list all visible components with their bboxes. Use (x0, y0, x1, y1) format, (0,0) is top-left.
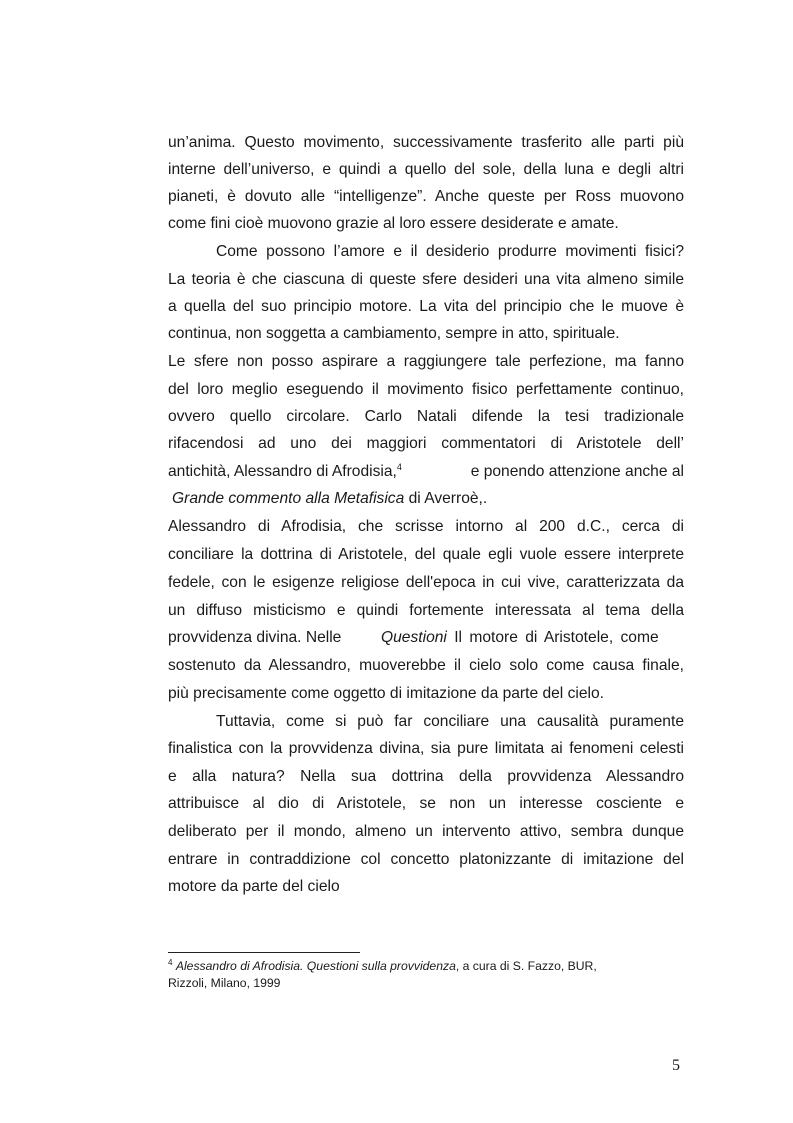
text-line: fedele, con le esigenze religiose dell'epoca in cui vive, caratterizzata da (168, 574, 684, 591)
italic-title: Grande commento alla Metafisica (172, 490, 405, 507)
text-line: La teoria è che ciascuna di queste sfere desideri una vita almeno simile (168, 271, 684, 288)
text-line: come fini cioè muovono grazie al loro essere desiderate e amate. (168, 215, 619, 232)
text-line: un’anima. Questo movimento, successivamente trasferito alle parti più (168, 134, 684, 151)
text-line: Alessandro di Afrodisia, che scrisse intorno al 200 d.C., cerca di (168, 518, 684, 535)
text-line: più precisamente come oggetto di imitazione da parte del cielo. (168, 685, 605, 702)
footnote-title: Alessandro di Afrodisia. Questioni sulla provvidenza (175, 959, 456, 973)
text-fragment: di Averroè,. (404, 490, 488, 507)
text-line (172, 489, 688, 509)
text-line: Le sfere non posso aspirare a raggiungere tale perfezione, ma fanno (168, 353, 684, 370)
text-fragment: provvidenza divina. Nelle (168, 629, 342, 646)
text-line-indented: Tuttavia, come si può far conciliare una causalità puramente (216, 713, 684, 730)
text-fragment: antichità, Alessandro di Afrodisia, (168, 463, 397, 480)
text-line: un diffuso misticismo e quindi fortemente interessata al tema della (168, 602, 684, 619)
text-fragment: Il motore di Aristotele, come (446, 629, 659, 646)
text-line: a quella del suo principio motore. La vita del principio che le muove è (168, 298, 684, 315)
text-line: attribuisce al dio di Aristotele, se non un interesse cosciente e (168, 795, 684, 812)
page-number: 5 (672, 1057, 680, 1074)
text-line: finalistica con la provvidenza divina, sia pure limitata ai fenomeni celesti (168, 740, 684, 757)
text-line: deliberato per il mondo, almeno un intervento attivo, sembra dunque (168, 823, 684, 840)
text-line: motore da parte del cielo (168, 878, 340, 895)
text-line: entrare in contraddizione col concetto platonizzante di imitazione del (168, 851, 684, 868)
text-line: rifacendosi ad uno dei maggiori commentatori di Aristotele dell’ (168, 435, 684, 452)
text-line: interne dell’universo, e quindi a quello del sole, della luna e degli altri (168, 161, 684, 178)
text-line: conciliare la dottrina di Aristotele, del quale egli vuole essere interprete (168, 546, 684, 563)
text-line-with-title (168, 628, 684, 648)
text-line: sostenuto da Alessandro, muoverebbe il cielo solo come causa finale, (168, 657, 684, 674)
text-line: ovvero quello circolare. Carlo Natali difende la tesi tradizionale (168, 408, 684, 425)
text-line-with-footnote (168, 462, 684, 482)
text-line: continua, non soggetta a cambiamento, sempre in atto, spirituale. (168, 325, 620, 342)
text-fragment: e ponendo attenzione anche al (470, 463, 684, 480)
footnote-number: 4 (168, 958, 173, 967)
text-line: e alla natura? Nella sua dottrina della provvidenza Alessandro (168, 768, 684, 785)
text-fragment (381, 628, 659, 648)
footnote-reference: 4 (396, 462, 402, 472)
text-line-indented: Come possono l’amore e il desiderio produrre movimenti fisici? (216, 243, 684, 260)
italic-title: Questioni (381, 629, 447, 646)
footnote-text: , a cura di S. Fazzo, BUR, (455, 959, 597, 973)
footnote-line: Rizzoli, Milano, 1999 (168, 976, 281, 990)
footnote-separator (168, 952, 360, 953)
footnote (168, 958, 597, 974)
text-line: del loro meglio eseguendo il movimento fisico perfettamente continuo, (168, 381, 684, 398)
text-line: pianeti, è dovuto alle “intelligenze”. Anche queste per Ross muovono (168, 188, 684, 205)
